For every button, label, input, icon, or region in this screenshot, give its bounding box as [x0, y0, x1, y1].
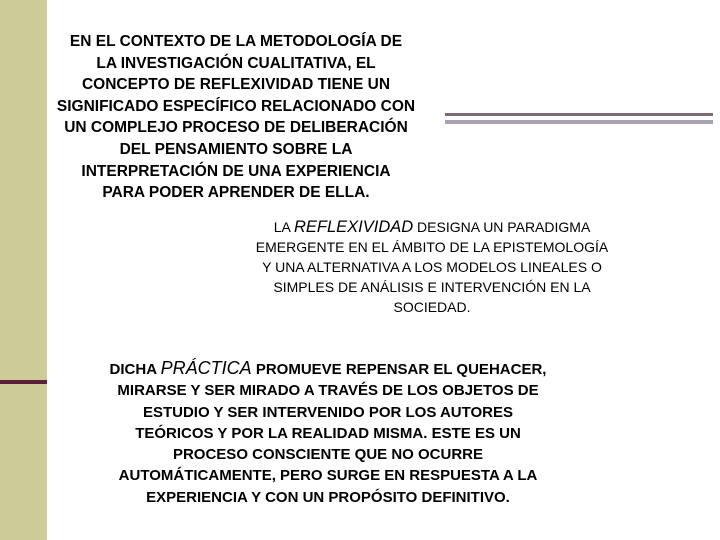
- paragraph1-line: LA INVESTIGACIÓN CUALITATIVA, EL: [96, 54, 376, 72]
- paragraph-reflexividad: [222, 217, 642, 317]
- paragraph1-line: UN COMPLEJO PROCESO DE DELIBERACIÓN: [64, 119, 408, 137]
- paragraph1-line: DEL PENSAMIENTO SOBRE LA: [119, 140, 353, 158]
- paragraph2-line: EMERGENTE EN EL ÁMBITO DE LA EPISTEMOLOGÍA: [255, 239, 609, 255]
- left-accent-rule: [0, 380, 47, 384]
- paragraph3-first-line: [58, 358, 598, 380]
- paragraph3-line: PROCESO CONSCIENTE QUE NO OCURRE: [172, 446, 484, 464]
- paragraph1-line: EN EL CONTEXTO DE LA METODOLOGÍA DE: [69, 33, 403, 50]
- paragraph2-line: Y UNA ALTERNATIVA A LOS MODELOS LINEALES O: [262, 259, 602, 275]
- paragraph2-lead: LA: [273, 219, 294, 235]
- paragraph3-line1-rest: PROMUEVE REPENSAR EL QUEHACER,: [251, 361, 547, 378]
- paragraph3-line: AUTOMÁTICAMENTE, PERO SURGE EN RESPUESTA A LA: [118, 467, 538, 485]
- paragraph2-line1-rest: DESIGNA UN PARADIGMA: [413, 219, 591, 235]
- paragraph3-line: MIRARSE Y SER MIRADO A TRAVÉS DE LOS OBJETOS DE: [117, 382, 539, 400]
- paragraph3-line: EXPERIENCIA Y CON UN PROPÓSITO DEFINITIVO.: [146, 488, 510, 506]
- paragraph-metodologia: [28, 31, 444, 204]
- paragraph2-first-line: [222, 217, 642, 237]
- keyword-practica: PRÁCTICA: [160, 358, 252, 378]
- paragraph1-line: PARA PODER APRENDER DE ELLA.: [102, 184, 370, 202]
- paragraph3-lead: DICHA: [109, 361, 161, 378]
- paragraph-practica: [58, 358, 598, 508]
- right-decorative-rule-light: [445, 120, 713, 124]
- paragraph2-line: SOCIEDAD.: [393, 299, 471, 315]
- paragraph3-line: ESTUDIO Y SER INTERVENIDO POR LOS AUTORES: [142, 403, 514, 421]
- paragraph1-line: INTERPRETACIÓN DE UNA EXPERIENCIA: [81, 162, 391, 180]
- keyword-reflexividad: REFLEXIVIDAD: [293, 218, 414, 236]
- right-decorative-rule-dark: [445, 113, 713, 116]
- paragraph1-line: CONCEPTO DE REFLEXIVIDAD TIENE UN: [81, 76, 391, 94]
- paragraph1-line: SIGNIFICADO ESPECÍFICO RELACIONADO CON: [56, 97, 416, 115]
- paragraph3-line: TEÓRICOS Y POR LA REALIDAD MISMA. ESTE ES UN: [135, 424, 521, 442]
- paragraph2-line: SIMPLES DE ANÁLISIS E INTERVENCIÓN EN LA: [273, 279, 591, 295]
